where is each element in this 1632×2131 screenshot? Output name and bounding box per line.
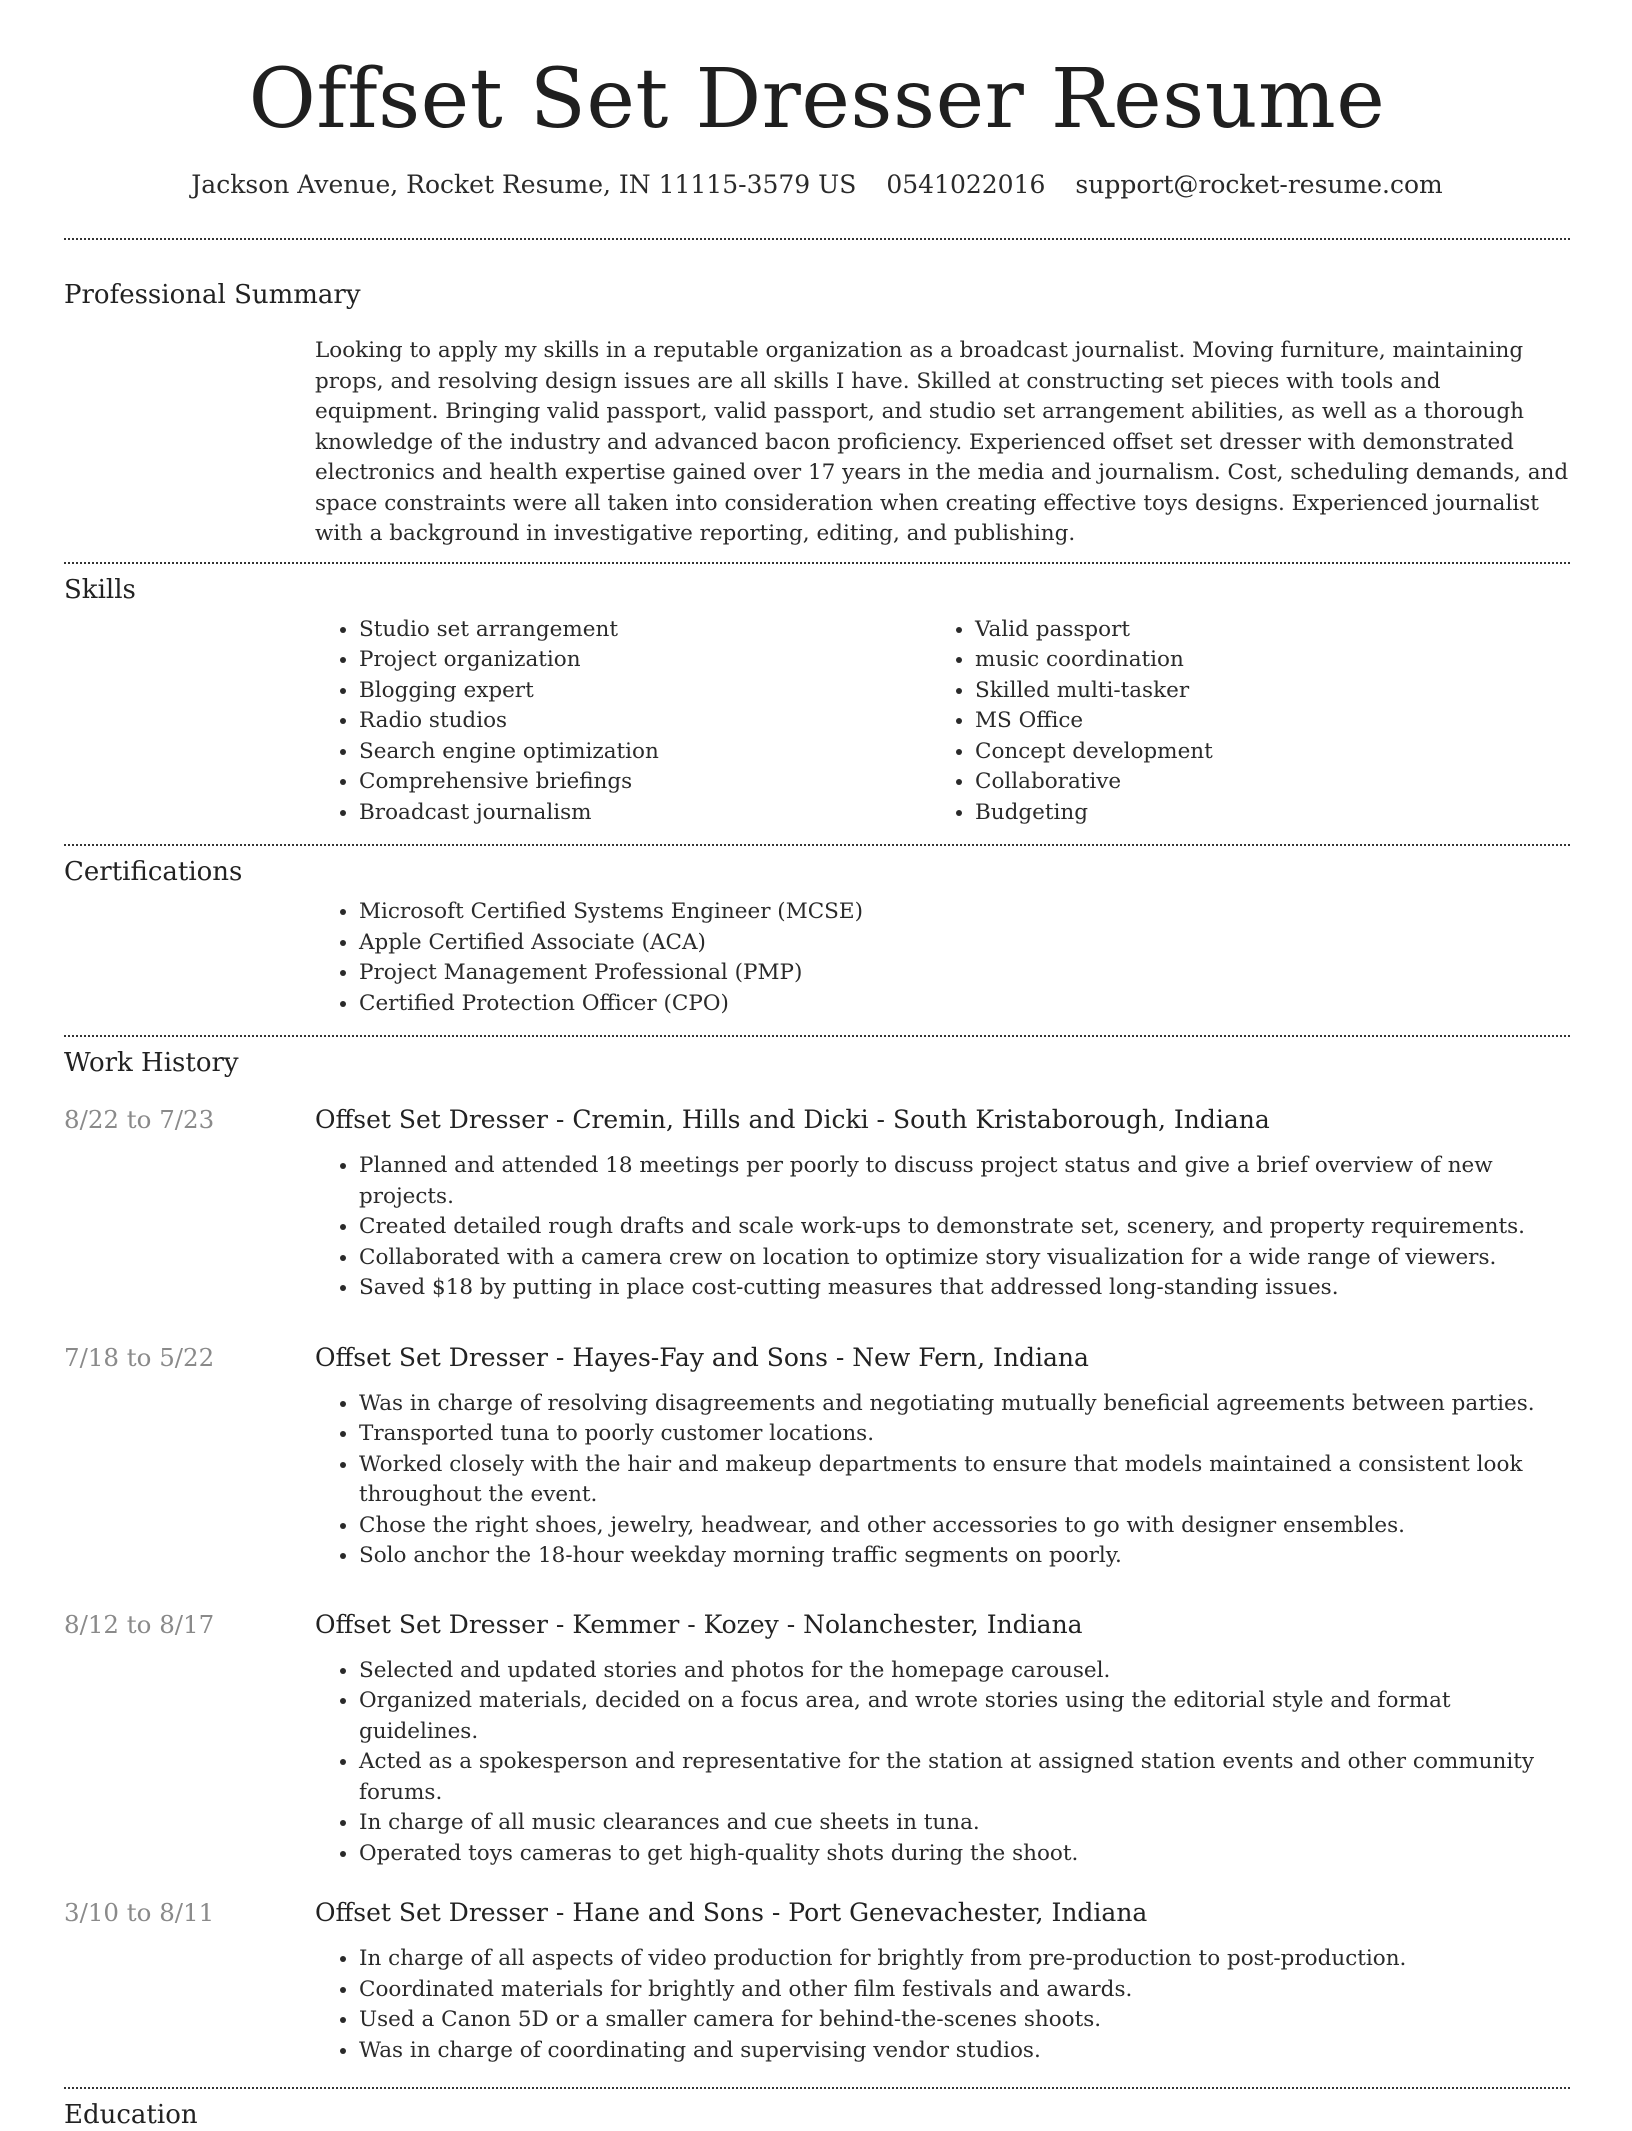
job-dates: 7/18 to 5/22 — [64, 1342, 215, 1372]
skills-list-right — [931, 615, 1547, 829]
skills-list-left — [315, 615, 931, 829]
list-item: • Saved $18 by putting in place cost-cutting measures that addressed long-standing issues. — [359, 1273, 1570, 1304]
skills-heading: Skills — [64, 574, 136, 605]
list-item: • Worked closely with the hair and makeup departments to ensure that models maintained a consistent look throughout the event. — [359, 1450, 1570, 1511]
list-item: • Radio studios — [359, 706, 931, 737]
list-item: • Collaborated with a camera crew on location to optimize story visualization for a wide range of viewers. — [359, 1243, 1570, 1274]
job-dates: 3/10 to 8/11 — [64, 1898, 215, 1927]
job-entry — [64, 1341, 1570, 1572]
skills-column-left — [315, 615, 931, 829]
summary-heading: Professional Summary — [64, 280, 361, 310]
job-duty-list — [315, 1151, 1570, 1304]
list-item: • Acted as a spokesperson and representative for the station at assigned station events and other community forums. — [359, 1747, 1570, 1808]
list-item: • In charge of all music clearances and cue sheets in tuna. — [359, 1808, 1570, 1839]
list-item: • music coordination — [975, 645, 1547, 676]
job-duty-list — [315, 1656, 1570, 1870]
job-title: Offset Set Dresser - Kemmer - Kozey - Nolanchester, Indiana — [315, 1609, 1083, 1639]
list-item: • Organized materials, decided on a focus area, and wrote stories using the editorial style and format guidelines. — [359, 1686, 1570, 1747]
job-duty-list — [315, 1389, 1570, 1572]
list-item: • Certified Protection Officer (CPO) — [359, 989, 1570, 1020]
list-item: • Comprehensive briefings — [359, 767, 931, 798]
list-item: • Planned and attended 18 meetings per poorly to discuss project status and give a brief overview of new projects. — [359, 1151, 1570, 1212]
list-item: • Budgeting — [975, 798, 1547, 829]
list-item: • Studio set arrangement — [359, 615, 931, 646]
skills-column-right — [931, 615, 1547, 829]
summary-text: Looking to apply my skills in a reputable organization as a broadcast journalist. Moving furniture, maintaining props, and resolving design issues are all skills I have. Skilled at constructing set pieces with tools and equipment. Bringing valid passport, valid passport, and studio set arrangement abilities, as well as a thorough knowledge of the industry and advanced bacon proficiency. Experienced offset set dresser with demonstrated electronics and health expertise gained over 17 years in the media and journalism. Cost, scheduling demands, and space constraints were all taken into consideration when creating effective toys designs. Experienced journalist with a background in investigative reporting, editing, and publishing. — [315, 338, 1569, 546]
work-history-heading: Work History — [64, 1048, 239, 1078]
certifications-section — [315, 897, 1570, 1019]
list-item: • Project organization — [359, 645, 931, 676]
section-divider — [64, 238, 1570, 240]
resume-title: Offset Set Dresser Resume — [248, 52, 1386, 147]
skills-section — [315, 615, 1570, 829]
job-dates: 8/22 to 7/23 — [64, 1105, 215, 1134]
list-item: • Blogging expert — [359, 676, 931, 707]
list-item: • Was in charge of resolving disagreements and negotiating mutually beneficial agreements between parties. — [359, 1389, 1570, 1420]
job-duties — [315, 1656, 1570, 1870]
list-item: • Selected and updated stories and photos for the homepage carousel. — [359, 1656, 1570, 1687]
job-duty-list — [315, 1944, 1570, 2066]
list-item: • Concept development — [975, 737, 1547, 768]
list-item: • Solo anchor the 18-hour weekday morning traffic segments on poorly. — [359, 1541, 1570, 1572]
job-dates: 8/12 to 8/17 — [64, 1609, 215, 1639]
list-item: • Collaborative — [975, 767, 1547, 798]
section-divider — [64, 844, 1570, 846]
summary-section — [315, 336, 1570, 550]
contact-email[interactable]: support@rocket-resume.com — [1075, 170, 1443, 199]
list-item: • MS Office — [975, 706, 1547, 737]
list-item: • Microsoft Certified Systems Engineer (MCSE) — [359, 897, 1570, 928]
list-item: • Skilled multi-tasker — [975, 676, 1547, 707]
job-duties — [315, 1151, 1570, 1304]
section-divider — [64, 562, 1570, 564]
contact-line — [64, 168, 1570, 202]
certifications-list — [315, 897, 1570, 1019]
list-item: • Valid passport — [975, 615, 1547, 646]
list-item: • Chose the right shoes, jewelry, headwear, and other accessories to go with designer ensembles. — [359, 1511, 1570, 1542]
list-item: • Transported tuna to poorly customer locations. — [359, 1419, 1570, 1450]
list-item: • Was in charge of coordinating and supervising vendor studios. — [359, 2036, 1570, 2067]
list-item: • Search engine optimization — [359, 737, 931, 768]
work-history-section — [64, 1103, 1570, 2066]
job-duties — [315, 1389, 1570, 1572]
job-duties — [315, 1944, 1570, 2066]
resume-page — [64, 0, 1570, 2131]
list-item: • Apple Certified Associate (ACA) — [359, 928, 1570, 959]
list-item: • Broadcast journalism — [359, 798, 931, 829]
job-title: Offset Set Dresser - Hane and Sons - Port Genevachester, Indiana — [315, 1898, 1148, 1927]
list-item: • In charge of all aspects of video production for brightly from pre-production to post-production. — [359, 1944, 1570, 1975]
job-title: Offset Set Dresser - Hayes-Fay and Sons - New Fern, Indiana — [315, 1342, 1089, 1372]
list-item: • Project Management Professional (PMP) — [359, 958, 1570, 989]
certifications-heading: Certifications — [64, 857, 243, 887]
job-entry — [64, 1896, 1570, 2066]
list-item: • Operated toys cameras to get high-quality shots during the shoot. — [359, 1839, 1570, 1870]
job-title: Offset Set Dresser - Cremin, Hills and Dicki - South Kristaborough, Indiana — [315, 1105, 1270, 1134]
section-divider — [64, 1035, 1570, 1037]
list-item: • Created detailed rough drafts and scale work-ups to demonstrate set, scenery, and property requirements. — [359, 1212, 1570, 1243]
contact-address: Jackson Avenue, Rocket Resume, IN 11115-3579 US — [191, 170, 857, 199]
list-item: • Coordinated materials for brightly and other film festivals and awards. — [359, 1975, 1570, 2006]
contact-phone: 0541022016 — [886, 170, 1046, 199]
education-heading: Education — [64, 2100, 198, 2130]
job-entry — [64, 1103, 1570, 1304]
section-divider — [64, 2087, 1570, 2089]
job-entry — [64, 1608, 1570, 1870]
list-item: • Used a Canon 5D or a smaller camera for behind-the-scenes shoots. — [359, 2005, 1570, 2036]
